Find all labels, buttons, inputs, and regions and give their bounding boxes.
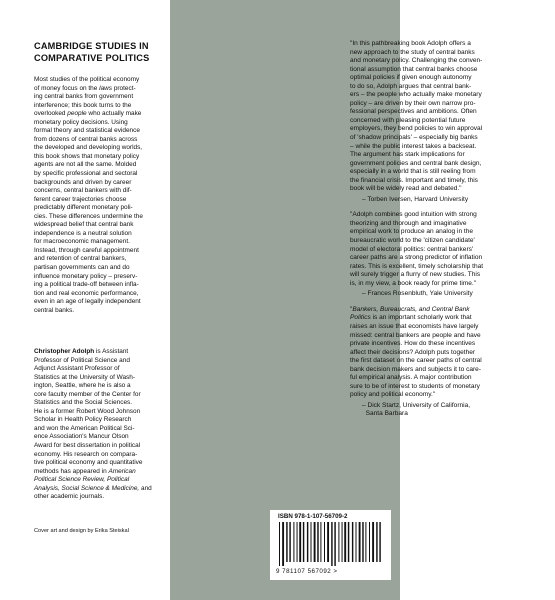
text-line: formal theory and statistical evidence	[34, 127, 140, 135]
barcode-bar	[307, 522, 308, 562]
text-line: Political Science Review, Political	[34, 476, 130, 484]
barcode-bar	[293, 522, 294, 562]
text-line: ful empirical analysis. A major contribution	[350, 374, 472, 382]
text-line: concerned with pleasing potential future	[350, 116, 466, 124]
text-line: especially in a world that is still reeling from	[350, 168, 476, 176]
left-panel	[0, 0, 170, 600]
text-line: interference; this book turns to the	[34, 101, 132, 109]
text-line: The argument has stark implications for	[350, 151, 465, 159]
text-line: empirical work to produce an analog in the	[350, 228, 474, 236]
text-line: backgrounds and driven by career	[34, 178, 132, 186]
text-line: sure to be of interest to students of monetary	[350, 382, 480, 390]
text-line: tional assumption that central banks choose	[350, 65, 478, 73]
text-line: is, in my view, a book ready for prime time."	[350, 279, 477, 287]
text-line: Professor of Political Science and	[34, 356, 130, 364]
text-line: by specific professional and sectoral	[34, 170, 138, 178]
publisher-name: CAMBRIDGE	[410, 469, 515, 488]
text-line: ferent career trajectories choose	[34, 195, 127, 203]
barcode-bar	[320, 522, 321, 562]
barcode-bar	[352, 522, 353, 562]
text-line: and monetary policy. Challenging the conven-	[350, 57, 483, 65]
barcode-bar	[303, 522, 304, 562]
barcode-bar	[365, 522, 366, 562]
text-line: Politics is an important scholarly work that	[350, 314, 472, 322]
text-line: ence Association's Mancur Olson	[34, 433, 129, 441]
publisher-subtitle: UNIVERSITY PRESS	[410, 488, 503, 498]
endorsement-2-text	[350, 211, 545, 288]
barcode-bar	[372, 522, 374, 562]
text-line: the developed and developing worlds,	[34, 144, 143, 152]
barcode-bar	[342, 522, 343, 562]
text-line: "Bankers, Bureaucrats, and Central Bank	[350, 305, 470, 313]
isbn-text: ISBN 978-1-107-56709-2	[278, 513, 348, 520]
text-line: fessional perspectives and ambitions. Often	[350, 108, 477, 116]
text-line: tive political economy and quantitative	[34, 459, 143, 467]
text-line: and won the American Political Sci-	[34, 424, 135, 432]
text-line: career paths are a strong predictor of inflation	[350, 254, 483, 262]
text-line: book will be widely read and debated."	[350, 185, 462, 193]
text-line: Adjunct Assistant Professor of	[34, 365, 120, 373]
text-line: bureaucratic world to the 'citizen candidate'	[350, 237, 475, 245]
barcode-bar	[338, 522, 339, 562]
text-line: ing central banks from government	[34, 93, 134, 101]
text-line: of 'shadow principals' – especially big banks	[350, 134, 478, 142]
text-line: and retention of central bankers,	[34, 255, 127, 263]
barcode-bar	[379, 522, 380, 562]
barcode-bar	[299, 522, 301, 562]
barcode-number: 9 781107 567092 >	[276, 568, 338, 575]
text-line: Scholar in Health Policy Research	[34, 416, 132, 424]
text-line: rates. This is excellent, timely scholarship that	[350, 262, 484, 270]
text-line: this book shows that monetary policy	[34, 152, 140, 160]
text-line: Christopher Adolph is Assistant	[34, 348, 129, 355]
publisher-url: www.cambridge.org	[410, 498, 466, 505]
endorsement-2-attribution: – Frances Rosenbluth, Yale University	[362, 290, 473, 298]
barcode-bar	[348, 522, 349, 562]
endorsements	[350, 40, 545, 426]
text-line: theorizing and thorough and imaginative	[350, 219, 467, 227]
text-line: He is a former Robert Wood Johnson	[34, 407, 141, 415]
text-line: policy – are driven by their own narrow pro-	[350, 99, 476, 107]
series-title: CAMBRIDGE STUDIES IN COMPARATIVE POLITICS	[34, 41, 150, 63]
text-line: methods has appeared in American	[34, 467, 136, 475]
cover-credit: Cover art and design by Erika Steiskal	[34, 528, 129, 534]
barcode-bar	[324, 522, 325, 562]
text-line: Analysis, Social Science & Medicine, and	[34, 484, 152, 492]
text-line: ing a political trade-off between infla-	[34, 281, 139, 289]
text-line: policy and political economy."	[350, 391, 436, 399]
barcode-bar	[297, 522, 298, 562]
text-line: to do so, Adolph argues that central bank-	[350, 82, 472, 90]
text-line: ington, Seattle, where he is also a	[34, 382, 131, 390]
text-line: missed: central bankers are people and have	[350, 331, 481, 339]
text-line: core faculty member of the Center for	[34, 390, 141, 398]
publisher-logo	[410, 470, 555, 506]
barcode-bar	[344, 522, 346, 562]
text-line: concerns, central bankers with dif-	[34, 187, 132, 195]
text-line: monetary policy decisions. Using	[34, 118, 128, 126]
barcode-bar	[356, 522, 357, 562]
endorsement-3	[350, 306, 545, 419]
author-bio	[34, 348, 166, 502]
text-line: "Adolph combines good intuition with strong	[350, 211, 477, 219]
barcode-bar	[289, 522, 290, 562]
text-line: central banks.	[34, 306, 75, 314]
barcode-bar	[334, 522, 335, 566]
text-line: economy. His research on compara-	[34, 450, 138, 458]
text-line: employers, they bend policies to win approval	[350, 125, 483, 133]
text-line: Award for best dissertation in political	[34, 442, 141, 450]
text-line: of money focus on the laws protect-	[34, 84, 136, 92]
text-line: affect their decisions? Adolph puts together	[350, 348, 476, 356]
text-line: the financial crisis. Important and timely, this	[350, 176, 478, 184]
endorsement-2	[350, 211, 545, 298]
book-description	[34, 76, 166, 315]
endorsement-3-text	[350, 306, 545, 400]
barcode-bar	[282, 522, 284, 566]
barcode-bar	[279, 522, 280, 566]
text-line: raises an issue that economists have largely	[350, 322, 479, 330]
text-line: overlooked people who actually make	[34, 110, 142, 118]
text-line: optimal policies if given enough autonomy	[350, 74, 472, 82]
text-line: ers – the people who actually make monetary	[350, 91, 482, 99]
barcode-bars	[278, 522, 383, 566]
text-line: government policies and central bank design,	[350, 159, 482, 167]
text-line: tion and real economic performance,	[34, 289, 139, 297]
text-line: for macroeconomic management.	[34, 238, 130, 246]
endorsement-1-attribution: – Torben Iversen, Harvard University	[362, 195, 469, 203]
text-line: "In this pathbreaking book Adolph offers a	[350, 40, 471, 47]
text-line: other academic journals.	[34, 493, 105, 501]
endorsement-1-text	[350, 40, 545, 194]
text-line: the first dataset on the career paths of central	[350, 357, 482, 365]
barcode-bar	[369, 522, 370, 562]
barcode-bar	[359, 522, 361, 562]
text-line: Instead, through careful appointment	[34, 246, 139, 254]
text-line: independence is a neutral solution	[34, 229, 132, 237]
text-line: influence monetary policy – preserv-	[34, 272, 138, 280]
barcode-bar	[331, 522, 332, 566]
barcode-bar	[311, 522, 312, 562]
text-line: private incentives. How do these incentives	[350, 340, 476, 348]
text-line: from dozens of central banks across	[34, 135, 138, 143]
text-line: even in an age of legally independent	[34, 298, 141, 306]
text-line: – while the public interest takes a backseat.	[350, 142, 477, 150]
text-line: predictably different monetary poli-	[34, 204, 133, 212]
text-line: Statistics at the University of Wash-	[34, 373, 136, 381]
text-line: bank decision makers and subjects it to care-	[350, 365, 482, 373]
barcode-bar	[286, 522, 287, 562]
text-line: model of electoral politics: central bankers'	[350, 245, 474, 253]
barcode-bar	[314, 522, 316, 562]
barcode-bar	[317, 522, 318, 562]
barcode-bar	[327, 522, 329, 562]
isbn-barcode	[270, 510, 391, 580]
barcode-bar	[362, 522, 363, 562]
text-line: Statistics and the Social Sciences.	[34, 399, 133, 407]
text-line: new approach to the study of central banks	[350, 48, 475, 56]
endorsement-3-attribution: – Dick Startz, University of California, Santa Barbara	[362, 401, 471, 418]
text-line: cies. These differences undermine the	[34, 212, 143, 220]
text-line: will surely trigger a flurry of new studies. This	[350, 271, 481, 279]
text-line: Most studies of the political economy	[34, 76, 140, 83]
text-line: partisan governments can and do	[34, 264, 130, 272]
endorsement-1	[350, 40, 545, 204]
text-line: agents are not all the same. Molded	[34, 161, 137, 169]
barcode-bar	[376, 522, 377, 562]
text-line: widespread belief that central bank	[34, 221, 134, 229]
